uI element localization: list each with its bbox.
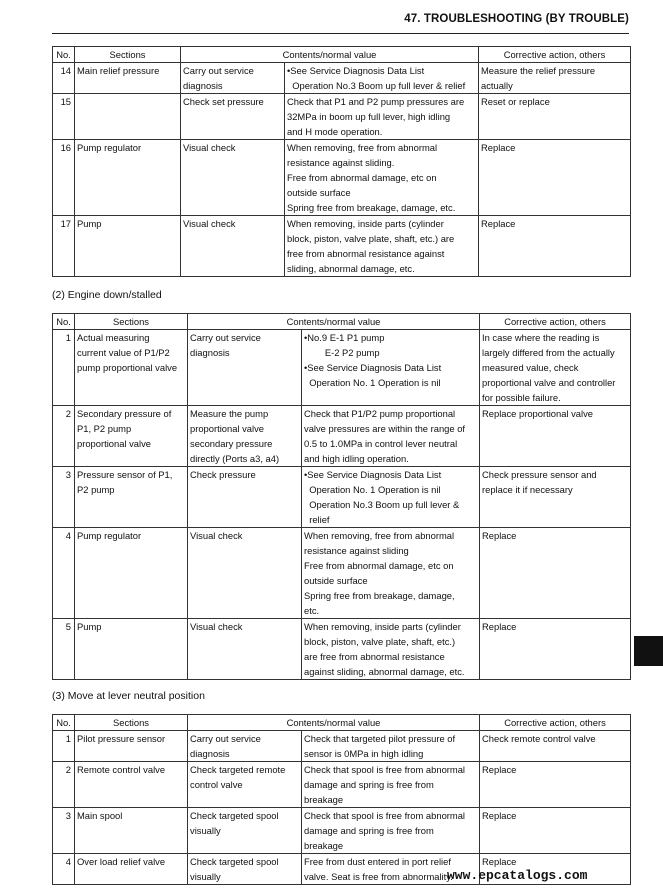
section-line: P1, P2 pump bbox=[77, 423, 132, 434]
action-cell bbox=[479, 94, 631, 140]
contents-line: Spring free from breakage, damage, etc. bbox=[287, 202, 456, 213]
row-number: 17 bbox=[53, 216, 75, 277]
action-cell bbox=[480, 467, 631, 528]
method-cell bbox=[181, 140, 285, 216]
row-number: 2 bbox=[53, 406, 75, 467]
row-number: 4 bbox=[53, 854, 75, 885]
method-line: visually bbox=[190, 825, 221, 836]
contents-line: Operation No. 1 Operation is nil bbox=[304, 377, 441, 388]
method-cell bbox=[188, 619, 302, 680]
contents-line: relief bbox=[304, 514, 330, 525]
row-number: 5 bbox=[53, 619, 75, 680]
row-number: 16 bbox=[53, 140, 75, 216]
action-cell bbox=[480, 330, 631, 406]
action-line: Check pressure sensor and bbox=[482, 469, 597, 480]
section-cell bbox=[75, 467, 188, 528]
method-line: Carry out service bbox=[190, 733, 261, 744]
section-title-engine-down: (2) Engine down/stalled bbox=[52, 289, 162, 301]
col-header-no: No. bbox=[53, 715, 75, 731]
method-cell bbox=[181, 216, 285, 277]
method-line: Check set pressure bbox=[183, 96, 264, 107]
method-cell bbox=[188, 406, 302, 467]
contents-cell bbox=[302, 808, 480, 854]
contents-cell bbox=[302, 467, 480, 528]
contents-line: and H mode operation. bbox=[287, 126, 383, 137]
action-line: Replace bbox=[482, 810, 517, 821]
action-cell bbox=[480, 808, 631, 854]
method-line: Check targeted spool bbox=[190, 856, 279, 867]
contents-line: •See Service Diagnosis Data List bbox=[304, 362, 442, 373]
action-line: Replace bbox=[481, 218, 516, 229]
contents-line: When removing, inside parts (cylinder bbox=[287, 218, 444, 229]
contents-line: •See Service Diagnosis Data List bbox=[304, 469, 442, 480]
section-line: Pump bbox=[77, 621, 102, 632]
col-header-contents: Contents/normal value bbox=[181, 47, 479, 63]
method-cell bbox=[188, 467, 302, 528]
section-line: current value of P1/P2 bbox=[77, 347, 170, 358]
chapter-thumb-tab bbox=[634, 636, 663, 666]
troubleshooting-table-1 bbox=[52, 46, 631, 277]
section-line: proportional valve bbox=[77, 438, 152, 449]
watermark: www.epcatalogs.com bbox=[447, 868, 588, 883]
contents-line: breakage bbox=[304, 840, 344, 851]
section-cell bbox=[75, 854, 188, 885]
action-cell bbox=[480, 406, 631, 467]
method-line: Visual check bbox=[183, 218, 236, 229]
col-header-sections: Sections bbox=[75, 715, 188, 731]
col-header-no: No. bbox=[53, 47, 75, 63]
table-row bbox=[53, 94, 631, 140]
method-line: visually bbox=[190, 871, 221, 882]
method-cell bbox=[188, 854, 302, 885]
section-line: Pump regulator bbox=[77, 530, 142, 541]
contents-line: valve. Seat is free from abnormality. bbox=[304, 871, 453, 882]
contents-line: When removing, free from abnormal bbox=[287, 142, 438, 153]
row-number: 1 bbox=[53, 731, 75, 762]
contents-line: 32MPa in boom up full lever, high idling bbox=[287, 111, 451, 122]
contents-line: resistance against sliding. bbox=[287, 157, 395, 168]
contents-line: Free from abnormal damage, etc on bbox=[287, 172, 437, 183]
section-cell bbox=[75, 619, 188, 680]
contents-line: E-2 P2 pump bbox=[304, 347, 380, 358]
method-line: Check targeted remote bbox=[190, 764, 286, 775]
section-line: Main spool bbox=[77, 810, 123, 821]
section-line: Main relief pressure bbox=[77, 65, 160, 76]
contents-line: breakage bbox=[304, 794, 344, 805]
method-line: Visual check bbox=[190, 530, 243, 541]
contents-line: Operation No.3 Boom up full lever & bbox=[304, 499, 460, 510]
col-header-action: Corrective action, others bbox=[480, 314, 631, 330]
action-line: Replace proportional valve bbox=[482, 408, 594, 419]
table-row bbox=[53, 63, 631, 94]
section-line: Pump bbox=[77, 218, 102, 229]
section-cell bbox=[75, 140, 181, 216]
table-row bbox=[53, 330, 631, 406]
col-header-sections: Sections bbox=[75, 47, 181, 63]
action-cell bbox=[480, 619, 631, 680]
section-cell bbox=[75, 94, 181, 140]
method-line: Carry out service bbox=[190, 332, 261, 343]
table-row bbox=[53, 216, 631, 277]
table-row bbox=[53, 808, 631, 854]
contents-cell bbox=[302, 330, 480, 406]
action-cell bbox=[479, 216, 631, 277]
contents-line: valve pressures are within the range of bbox=[304, 423, 466, 434]
method-line: Visual check bbox=[183, 142, 236, 153]
contents-cell bbox=[302, 731, 480, 762]
action-line: largely differed from the actually bbox=[482, 347, 615, 358]
section-cell bbox=[75, 528, 188, 619]
action-line: In case where the reading is bbox=[482, 332, 600, 343]
contents-line: Spring free from breakage, damage, bbox=[304, 590, 455, 601]
row-number: 14 bbox=[53, 63, 75, 94]
method-line: diagnosis bbox=[183, 80, 223, 91]
contents-line: Check that spool is free from abnormal bbox=[304, 810, 466, 821]
action-line: Replace bbox=[482, 530, 517, 541]
contents-line: are free from abnormal resistance bbox=[304, 651, 445, 662]
section-cell bbox=[75, 808, 188, 854]
troubleshooting-table-2 bbox=[52, 313, 631, 680]
row-number: 15 bbox=[53, 94, 75, 140]
contents-line: 0.5 to 1.0MPa in control lever neutral bbox=[304, 438, 458, 449]
action-line: replace it if necessary bbox=[482, 484, 573, 495]
section-line: Pump regulator bbox=[77, 142, 142, 153]
contents-line: Check that P1 and P2 pump pressures are bbox=[287, 96, 465, 107]
contents-cell bbox=[302, 619, 480, 680]
contents-line: block, piston, valve plate, shaft, etc.) are bbox=[287, 233, 455, 244]
contents-line: damage and spring is free from bbox=[304, 779, 434, 790]
table-row bbox=[53, 762, 631, 808]
page-header-title: 47. TROUBLESHOOTING (BY TROUBLE) bbox=[404, 13, 629, 25]
table-header-row bbox=[53, 715, 631, 731]
action-line: Measure the relief pressure bbox=[481, 65, 596, 76]
header-rule bbox=[52, 33, 629, 34]
contents-line: outside surface bbox=[287, 187, 351, 198]
method-cell bbox=[188, 762, 302, 808]
method-line: Visual check bbox=[190, 621, 243, 632]
method-line: control valve bbox=[190, 779, 243, 790]
col-header-no: No. bbox=[53, 314, 75, 330]
action-line: Replace bbox=[482, 856, 517, 867]
row-number: 3 bbox=[53, 467, 75, 528]
action-line: actually bbox=[481, 80, 513, 91]
action-line: Replace bbox=[481, 142, 516, 153]
contents-cell bbox=[302, 762, 480, 808]
table-row bbox=[53, 140, 631, 216]
action-cell bbox=[479, 63, 631, 94]
action-line: measured value, check bbox=[482, 362, 579, 373]
col-header-action: Corrective action, others bbox=[479, 47, 631, 63]
section-line: Remote control valve bbox=[77, 764, 166, 775]
row-number: 1 bbox=[53, 330, 75, 406]
action-line: Check remote control valve bbox=[482, 733, 596, 744]
contents-line: Check that targeted pilot pressure of bbox=[304, 733, 456, 744]
troubleshooting-table-3 bbox=[52, 714, 631, 885]
section-cell bbox=[75, 63, 181, 94]
action-cell bbox=[480, 731, 631, 762]
contents-line: resistance against sliding bbox=[304, 545, 409, 556]
method-cell bbox=[188, 330, 302, 406]
contents-line: Operation No. 1 Operation is nil bbox=[304, 484, 441, 495]
action-line: proportional valve and controller bbox=[482, 377, 616, 388]
contents-line: damage and spring is free from bbox=[304, 825, 434, 836]
contents-line: and high idling operation. bbox=[304, 453, 409, 464]
section-cell bbox=[75, 330, 188, 406]
method-cell bbox=[188, 528, 302, 619]
contents-cell bbox=[285, 63, 479, 94]
contents-cell bbox=[285, 94, 479, 140]
method-line: proportional valve bbox=[190, 423, 265, 434]
method-cell bbox=[188, 731, 302, 762]
action-line: Reset or replace bbox=[481, 96, 550, 107]
section-cell bbox=[75, 216, 181, 277]
method-line: directly (Ports a3, a4) bbox=[190, 453, 280, 464]
contents-cell bbox=[285, 216, 479, 277]
method-cell bbox=[181, 94, 285, 140]
table-row bbox=[53, 406, 631, 467]
contents-cell bbox=[302, 406, 480, 467]
col-header-contents: Contents/normal value bbox=[188, 314, 480, 330]
col-header-sections: Sections bbox=[75, 314, 188, 330]
section-line: Secondary pressure of bbox=[77, 408, 172, 419]
contents-line: against sliding, abnormal damage, etc. bbox=[304, 666, 465, 677]
table-row bbox=[53, 731, 631, 762]
col-header-action: Corrective action, others bbox=[480, 715, 631, 731]
contents-line: When removing, inside parts (cylinder bbox=[304, 621, 461, 632]
method-line: Check targeted spool bbox=[190, 810, 279, 821]
contents-line: outside surface bbox=[304, 575, 368, 586]
section-line: Pressure sensor of P1, bbox=[77, 469, 173, 480]
action-line: Replace bbox=[482, 764, 517, 775]
contents-line: etc. bbox=[304, 605, 320, 616]
contents-line: When removing, free from abnormal bbox=[304, 530, 455, 541]
contents-line: block, piston, valve plate, shaft, etc.) bbox=[304, 636, 456, 647]
section-cell bbox=[75, 406, 188, 467]
contents-line: sliding, abnormal damage, etc. bbox=[287, 263, 415, 274]
action-cell bbox=[480, 762, 631, 808]
section-title-lever-neutral: (3) Move at lever neutral position bbox=[52, 690, 205, 702]
action-line: for possible failure. bbox=[482, 392, 561, 403]
col-header-contents: Contents/normal value bbox=[188, 715, 480, 731]
contents-line: Operation No.3 Boom up full lever & relief bbox=[287, 80, 466, 91]
contents-line: Check that P1/P2 pump proportional bbox=[304, 408, 456, 419]
section-line: P2 pump bbox=[77, 484, 115, 495]
contents-line: •See Service Diagnosis Data List bbox=[287, 65, 425, 76]
method-line: Measure the pump bbox=[190, 408, 269, 419]
method-line: secondary pressure bbox=[190, 438, 273, 449]
table-header-row bbox=[53, 47, 631, 63]
action-line: Replace bbox=[482, 621, 517, 632]
section-line: Pilot pressure sensor bbox=[77, 733, 166, 744]
method-line: diagnosis bbox=[190, 347, 230, 358]
method-cell bbox=[181, 63, 285, 94]
contents-line: Free from dust entered in port relief bbox=[304, 856, 451, 867]
contents-line: Free from abnormal damage, etc on bbox=[304, 560, 454, 571]
table-row bbox=[53, 467, 631, 528]
contents-line: sensor is 0MPa in high idling bbox=[304, 748, 424, 759]
action-cell bbox=[479, 140, 631, 216]
method-line: Carry out service bbox=[183, 65, 254, 76]
section-line: Actual measuring bbox=[77, 332, 150, 343]
section-cell bbox=[75, 762, 188, 808]
contents-cell bbox=[285, 140, 479, 216]
contents-line: free from abnormal resistance against bbox=[287, 248, 445, 259]
table-header-row bbox=[53, 314, 631, 330]
row-number: 4 bbox=[53, 528, 75, 619]
section-cell bbox=[75, 731, 188, 762]
section-line: Over load relief valve bbox=[77, 856, 166, 867]
contents-line: •No.9 E-1 P1 pump bbox=[304, 332, 385, 343]
action-cell bbox=[480, 528, 631, 619]
row-number: 2 bbox=[53, 762, 75, 808]
contents-cell bbox=[302, 528, 480, 619]
table-row bbox=[53, 528, 631, 619]
contents-line: Check that spool is free from abnormal bbox=[304, 764, 466, 775]
table-row bbox=[53, 619, 631, 680]
row-number: 3 bbox=[53, 808, 75, 854]
method-line: diagnosis bbox=[190, 748, 230, 759]
method-line: Check pressure bbox=[190, 469, 256, 480]
section-line: pump proportional valve bbox=[77, 362, 178, 373]
method-cell bbox=[188, 808, 302, 854]
